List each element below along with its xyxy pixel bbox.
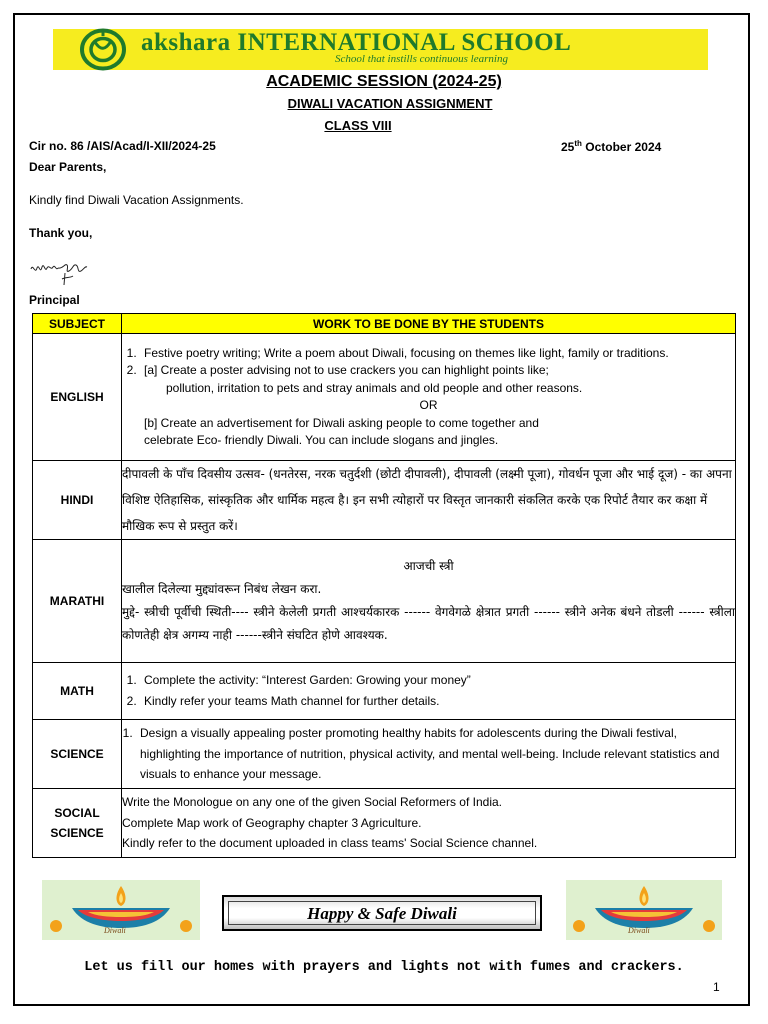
principal-signature: [29, 255, 91, 287]
subject-science: SCIENCE: [33, 720, 122, 789]
social-line-1: Write the Monologue on any one of the given Social Reformers of India.: [122, 795, 502, 810]
footer-slogan: Let us fill our homes with prayers and lights not with fumes and crackers.: [84, 960, 684, 975]
work-math: [122, 663, 736, 720]
science-item-1: 1. Design a visually appealing poster promoting healthy habits for adolescents during the Diwali festival, highlighting the importance of nutrition, physical activity, and mental well-being. Include relevant statistics and visuals to enhance your message.: [136, 723, 735, 785]
page-number: 1: [713, 980, 720, 994]
work-marathi: [122, 540, 736, 663]
work-social-science: [122, 789, 736, 858]
social-subject-line-2: SCIENCE: [50, 826, 104, 840]
social-line-2: Complete Map work of Geography chapter 3 Agriculture.: [122, 815, 422, 830]
closing: Thank you,: [29, 226, 93, 240]
english-item-2a-cont: pollution, irritation to pets and stray animals and old people and other reasons.: [166, 380, 583, 395]
diya-label-right: Diwali: [628, 926, 650, 935]
school-tagline: School that instills continuous learning: [335, 53, 508, 65]
english-item-2b-cont: celebrate Eco- friendly Diwali. You can include slogans and jingles.: [144, 433, 499, 447]
english-item-1: 1. Festive poetry writing; Write a poem about Diwali, focusing on themes like light, family or traditions.: [140, 345, 735, 363]
subject-social-science: [33, 789, 122, 858]
greeting: Dear Parents,: [29, 160, 107, 174]
table-row-math: [33, 663, 736, 720]
signatory: Principal: [29, 293, 80, 307]
math-item-1: 1. Complete the activity: “Interest Garden: Growing your money”: [140, 670, 735, 691]
marathi-line-2: मुद्दे- स्त्रीची पूर्वीची स्थिती---- स्त्रीने केलेली प्रगती आश्चर्यकारक ------ वेगवेगळे क्षेत्रात प्रगती ------ स्त्रीने अनेक बंधने तोडली ------ स्त्रीला कोणतेही क्षेत्र अगम्य नाही ------स्त्रीने संघटित होणे आवश्यक.: [122, 605, 735, 642]
subject-marathi: MARATHI: [33, 540, 122, 663]
subject-hindi: HINDI: [33, 461, 122, 540]
circular-number: Cir no. 86 /AIS/Acad/I-XII/2024-25: [29, 139, 216, 153]
marathi-title: आजची स्त्री: [403, 559, 454, 573]
circular-date: 25th October 2024: [561, 139, 662, 154]
subject-english: ENGLISH: [33, 334, 122, 461]
table-row-english: [33, 334, 736, 461]
english-item-2a: 2. [a] Create a poster advising not to use crackers you can highlight points like;: [140, 362, 735, 380]
letter-body: Kindly find Diwali Vacation Assignments.: [29, 193, 244, 207]
diya-image-right: [566, 880, 722, 940]
subject-math: MATH: [33, 663, 122, 720]
work-science: [122, 720, 736, 789]
work-hindi: दीपावली के पाँच दिवसीय उत्सव- (धनतेरस, नरक चतुर्दशी (छोटी दीपावली), दीपावली (लक्ष्मी पूजा), गोवर्धन पूजा और भाई दूज) - का अपना विशिष्ट ऐतिहासिक, सांस्कृतिक और धार्मिक महत्व है। इन सभी त्योहारों पर विस्तृत जानकारी संकलित करके एक रिपोर्ट तैयार कर कक्षा में मौखिक रूप से प्रस्तुत करें।: [122, 461, 736, 540]
table-row-science: [33, 720, 736, 789]
happy-diwali-banner: [222, 895, 542, 931]
diya-label-left: Diwali: [104, 926, 126, 935]
header-work: WORK TO BE DONE BY THE STUDENTS: [122, 314, 736, 334]
school-logo-icon: [79, 27, 127, 72]
table-row-marathi: [33, 540, 736, 663]
session-title: ACADEMIC SESSION (2024-25): [266, 73, 502, 90]
table-header-row: [33, 314, 736, 334]
happy-diwali-text: Happy & Safe Diwali: [228, 901, 536, 925]
class-title: CLASS VIII: [324, 118, 392, 133]
work-english: [122, 334, 736, 461]
math-item-2: 2. Kindly refer your teams Math channel for further details.: [140, 691, 735, 712]
social-subject-line-1: SOCIAL: [54, 806, 100, 820]
diya-image-left: [42, 880, 200, 940]
assignment-title: DIWALI VACATION ASSIGNMENT: [287, 96, 493, 111]
assignment-table: [32, 313, 736, 858]
school-name: akshara INTERNATIONAL SCHOOL: [141, 29, 572, 56]
table-row-social: [33, 789, 736, 858]
english-or: OR: [419, 398, 438, 412]
social-line-3: Kindly refer to the document uploaded in class teams' Social Science channel.: [122, 836, 538, 851]
header-subject: SUBJECT: [33, 314, 122, 334]
marathi-line-1: खालील दिलेल्या मुद्द्यांवरून निबंध लेखन करा.: [122, 582, 322, 596]
table-row-hindi: [33, 461, 736, 540]
school-banner: [53, 29, 708, 70]
english-item-2b: [b] Create an advertisement for Diwali asking people to come together and: [144, 415, 539, 430]
